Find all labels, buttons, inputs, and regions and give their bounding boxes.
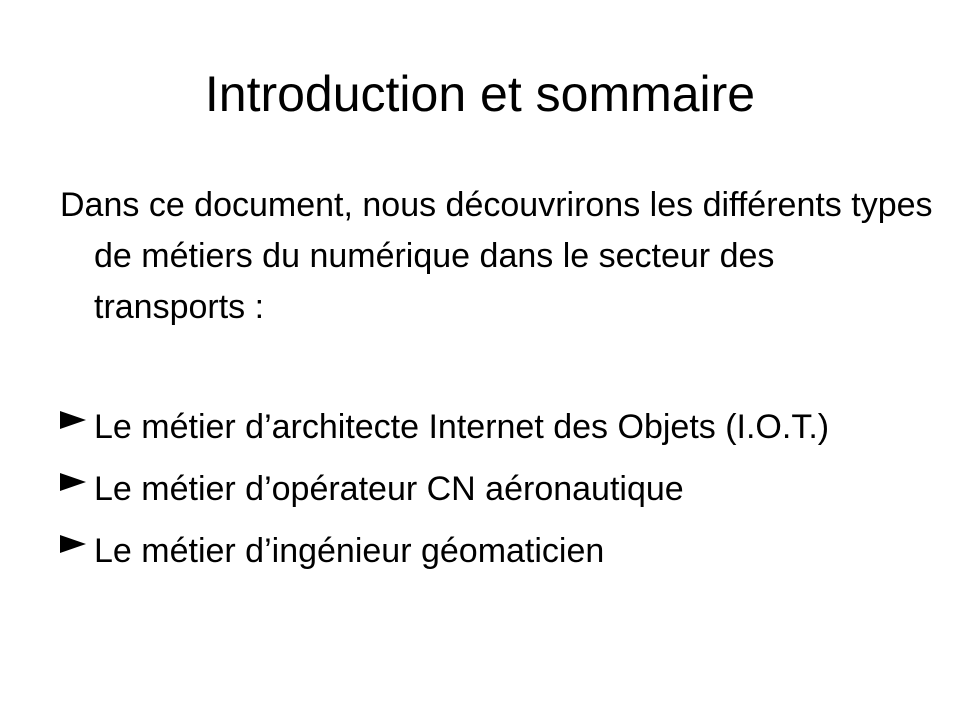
bullet-item-cn-operator: [60, 464, 900, 515]
slide-title: Introduction et sommaire: [204, 66, 756, 122]
intro-paragraph: Dans ce document, nous découvrirons les différents types de métiers du numérique dans le secteur des transports :: [60, 186, 933, 326]
triangle-bullet-icon: [60, 411, 86, 429]
triangle-bullet-icon: [60, 473, 86, 491]
bullet-text: Le métier d’architecte Internet des Objets (I.O.T.): [94, 408, 830, 446]
bullet-text: Le métier d’opérateur CN aéronautique: [94, 470, 684, 508]
bullet-list: [60, 402, 900, 588]
triangle-bullet-icon: [60, 535, 86, 553]
bullet-item-geomatics-engineer: [60, 526, 900, 577]
bullet-text: Le métier d’ingénieur géomaticien: [94, 532, 605, 570]
bullet-item-iot-architect: [60, 402, 900, 453]
